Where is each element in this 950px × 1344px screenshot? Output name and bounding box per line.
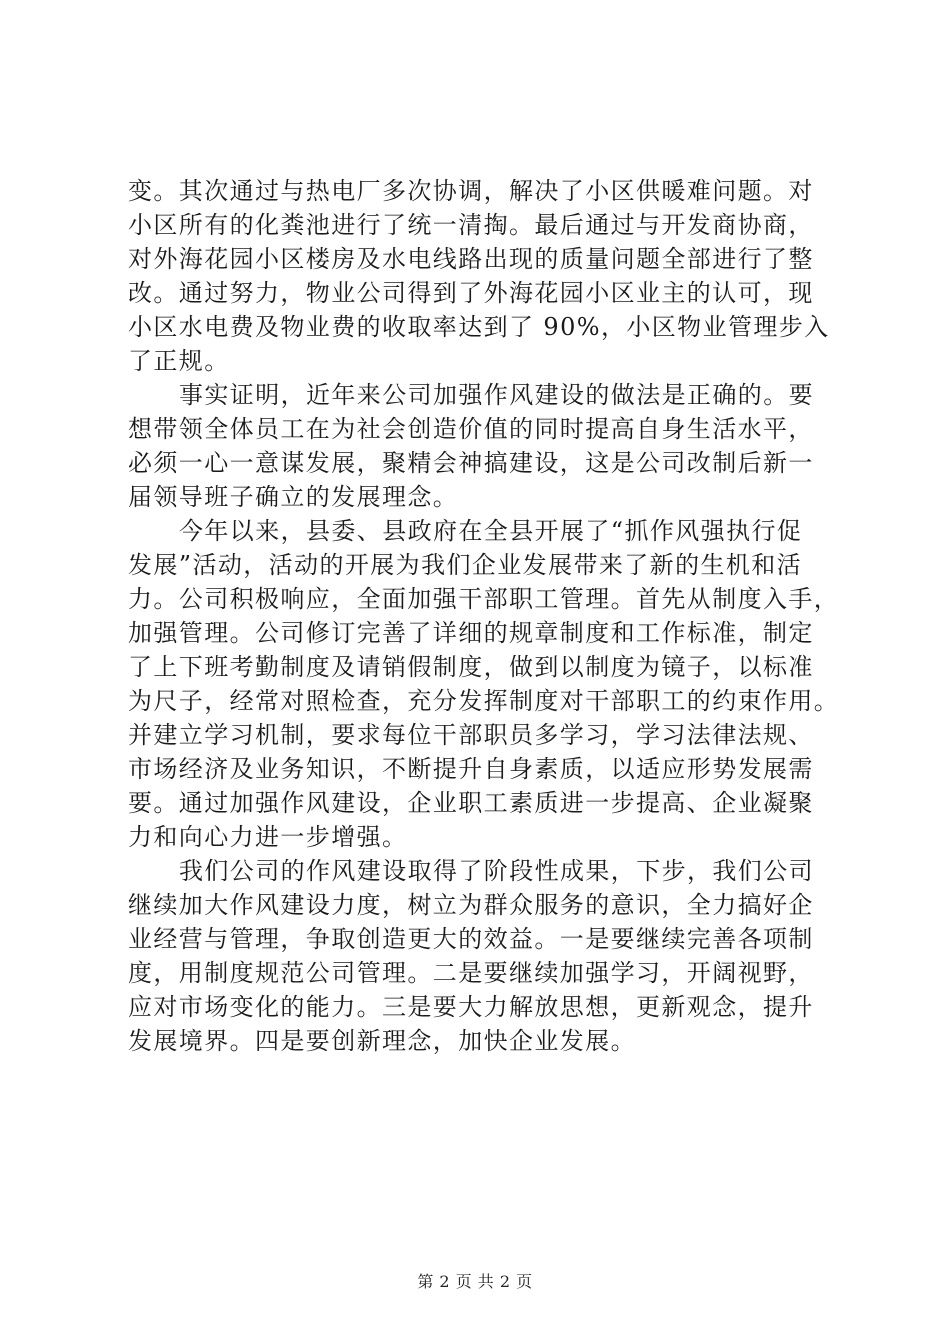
text-line: 变。其次通过与热电厂多次协调，解决了小区供暖难问题。对 <box>128 177 814 205</box>
text-line: 事实证明，近年来公司加强作风建设的做法是正确的。要 <box>179 381 814 409</box>
page-footer: 第 2 页 共 2 页 <box>417 1272 533 1291</box>
text-line: 小区所有的化粪池进行了统一清掏。最后通过与开发商协商， <box>128 211 814 239</box>
text-line: 了上下班考勤制度及请销假制度，做到以制度为镜子，以标准 <box>128 653 814 681</box>
text-line: 对外海花园小区楼房及水电线路出现的质量问题全部进行了整 <box>128 245 814 273</box>
text-line: 并建立学习机制，要求每位干部职员多学习，学习法律法规、 <box>128 721 814 749</box>
text-line: 市场经济及业务知识，不断提升自身素质，以适应形势发展需 <box>128 755 814 783</box>
text-line: 继续加大作风建设力度，树立为群众服务的意识，全力搞好企 <box>128 891 814 919</box>
text-line: 发展”活动，活动的开展为我们企业发展带来了新的生机和活 <box>128 551 803 579</box>
text-line: 为尺子，经常对照检查，充分发挥制度对干部职工的约束作用。 <box>128 687 840 715</box>
text-line: 想带领全体员工在为社会创造价值的同时提高自身生活水平， <box>128 415 814 443</box>
text-line: 度，用制度规范公司管理。二是要继续加强学习，开阔视野， <box>128 959 814 987</box>
document-body <box>128 174 840 1058</box>
text-line: 了正规。 <box>128 347 230 375</box>
text-line: 今年以来，县委、县政府在全县开展了“抓作风强执行促 <box>179 517 803 545</box>
text-line: 业经营与管理，争取创造更大的效益。一是要继续完善各项制 <box>128 925 814 953</box>
text-line: 必须一心一意谋发展，聚精会神搞建设，这是公司改制后新一 <box>128 449 814 477</box>
text-line: 要。通过加强作风建设，企业职工素质进一步提高、企业凝聚 <box>128 789 814 817</box>
text-line: 力。公司积极响应，全面加强干部职工管理。首先从制度入手， <box>128 585 840 613</box>
text-line: 力和向心力进一步增强。 <box>128 823 408 851</box>
text-line: 加强管理。公司修订完善了详细的规章制度和工作标准，制定 <box>128 619 814 647</box>
text-line: 改。通过努力，物业公司得到了外海花园小区业主的认可，现 <box>128 279 814 307</box>
text-line: 届领导班子确立的发展理念。 <box>128 483 459 511</box>
text-line: 应对市场变化的能力。三是要大力解放思想，更新观念，提升 <box>128 993 814 1021</box>
text-line: 发展境界。四是要创新理念，加快企业发展。 <box>128 1027 636 1055</box>
text-line: 小区水电费及物业费的收取率达到了 90%，小区物业管理步入 <box>128 313 830 341</box>
text-line: 我们公司的作风建设取得了阶段性成果，下步，我们公司 <box>179 857 814 885</box>
